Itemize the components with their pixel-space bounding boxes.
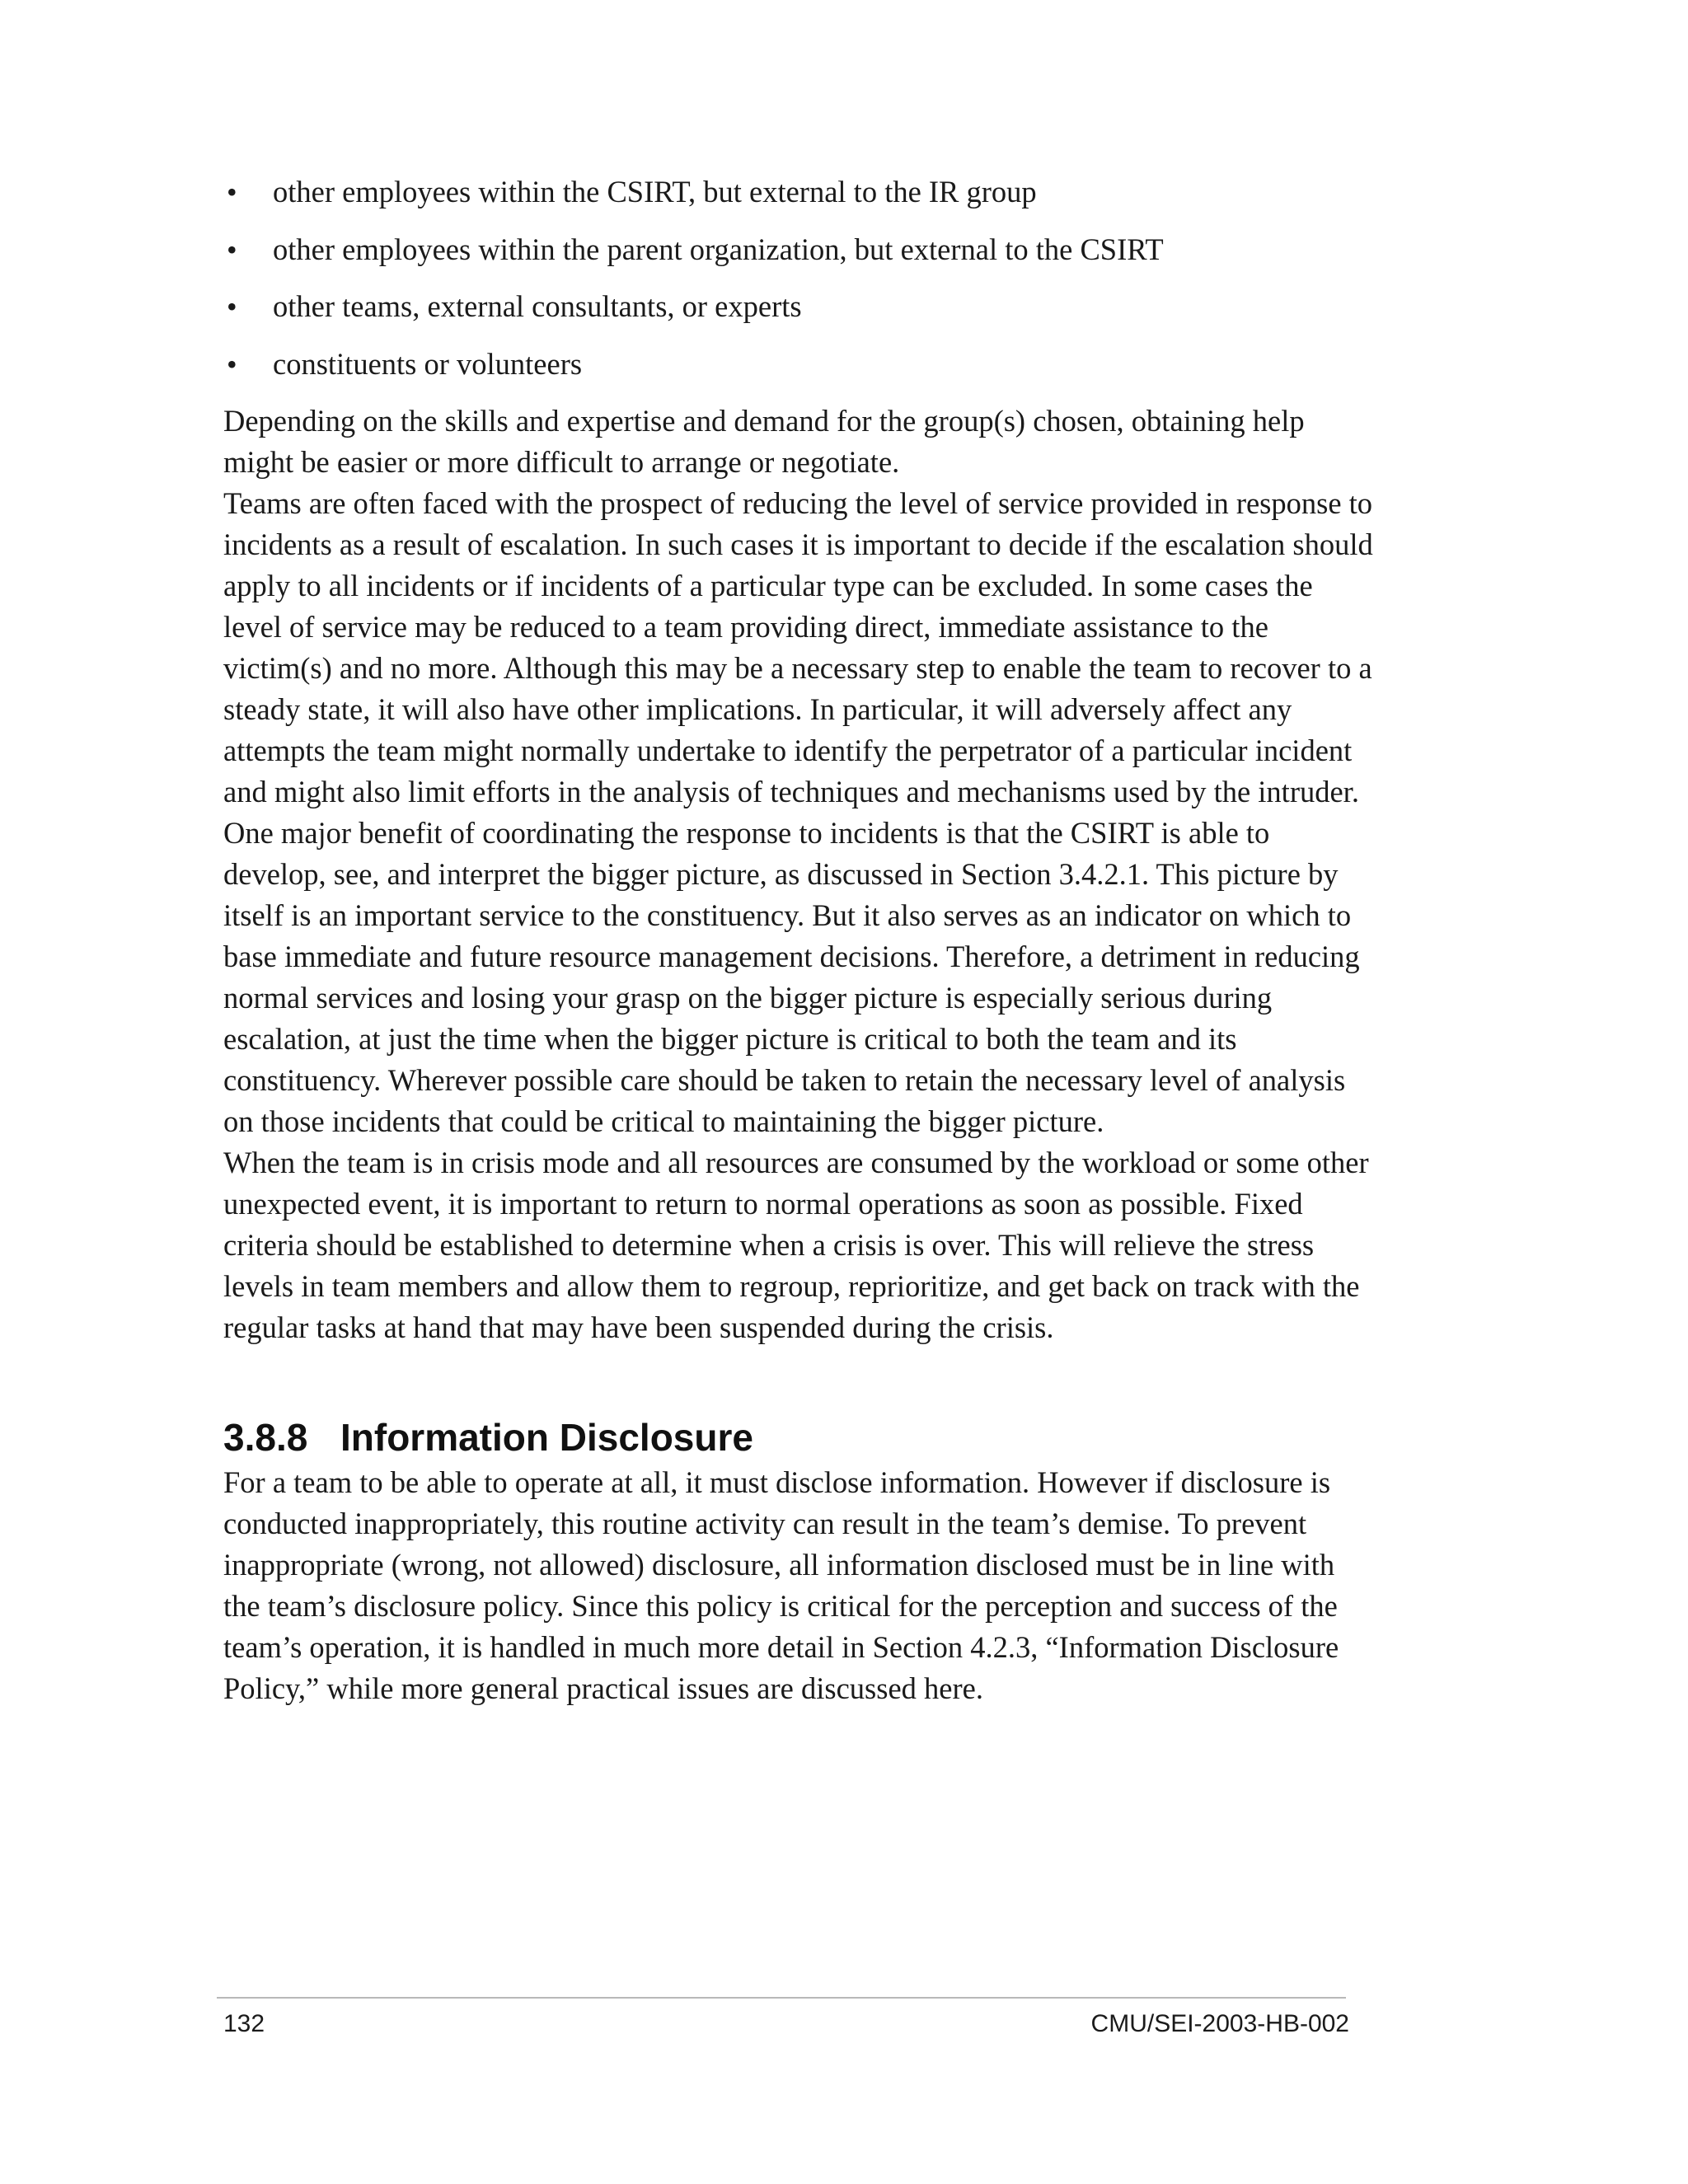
paragraph-bigger-picture: One major benefit of coordinating the response to incidents is that the CSIRT is able to develop, see, and interpret the bigger picture, as discussed in Section 3.4.2.1. This picture by itself is an important service to the constituency. But it also serves as an indicator on which to base immediate and future resource management decisions. Therefore, a detriment in reducing normal services and losing your grasp on the bigger picture is especially serious during escalation, at just the time when the bigger picture is critical to both the team and its constituency. Wherever possible care should be taken to retain the necessary level of analysis on those incidents that could be critical to maintaining the bigger picture.	[223, 816, 1360, 1138]
bullet-icon: •	[227, 347, 237, 381]
paragraph-crisis-mode: When the team is in crisis mode and all resources are consumed by the workload or some other unexpected event, it is important to return to normal operations as soon as possible. Fixed criteria should be established to determine when a crisis is over. This will relieve the stress levels in team members and allow them to regroup, reprioritize, and get back on track with the regular tasks at hand that may have been suspended during the crisis.	[223, 1146, 1369, 1344]
bullet-list	[223, 171, 1377, 385]
list-item-text: other employees within the parent organization, but external to the CSIRT	[273, 232, 1164, 266]
bullet-icon: •	[227, 176, 237, 209]
page-number: 132	[223, 2010, 265, 2037]
list-item-text: other teams, external consultants, or experts	[273, 289, 802, 323]
section-title: Information Disclosure	[340, 1416, 753, 1459]
paragraph-information-disclosure: For a team to be able to operate at all, it must disclose information. However if disclosure is conducted inappropriately, this routine activity can result in the team’s demise. To prevent inappropriate (wrong, not allowed) disclosure, all information disclosed must be in line with the team’s disclosure policy. Since this policy is critical for the perception and success of the team’s operation, it is handled in much more detail in Section 4.2.3, “Information Disclosure Policy,” while more general practical issues are discussed here.	[223, 1465, 1339, 1705]
footer-divider	[217, 1997, 1346, 1999]
list-item	[223, 229, 1377, 270]
paragraph-reducing-service: Teams are often faced with the prospect of reducing the level of service provided in response to incidents as a result of escalation. In such cases it is important to decide if the escalation should apply to all incidents or if incidents of a particular type can be excluded. In some cases the level of service may be reduced to a team providing direct, immediate assistance to the victim(s) and no more. Although this may be a necessary step to enable the team to recover to a steady state, it will also have other implications. In particular, it will adversely affect any attempts the team might normally undertake to identify the perpetrator of a particular incident and might also limit efforts in the analysis of techniques and mechanisms used by the intruder.	[223, 486, 1373, 808]
list-item-text: constituents or volunteers	[273, 346, 583, 381]
list-item-text: other employees within the CSIRT, but external to the IR group	[273, 175, 1037, 209]
list-item	[223, 286, 1377, 327]
section-number: 3.8.8	[223, 1416, 308, 1459]
section-heading	[223, 1413, 1377, 1462]
list-item	[223, 344, 1377, 385]
paragraph-obtaining-help: Depending on the skills and expertise and demand for the group(s) chosen, obtaining help might be easier or more difficult to arrange or negotiate.	[223, 404, 1305, 479]
document-id: CMU/SEI-2003-HB-002	[1090, 2010, 1349, 2037]
page-body	[223, 171, 1377, 1709]
bullet-icon: •	[227, 232, 237, 266]
list-item	[223, 171, 1377, 213]
bullet-icon: •	[227, 290, 237, 323]
